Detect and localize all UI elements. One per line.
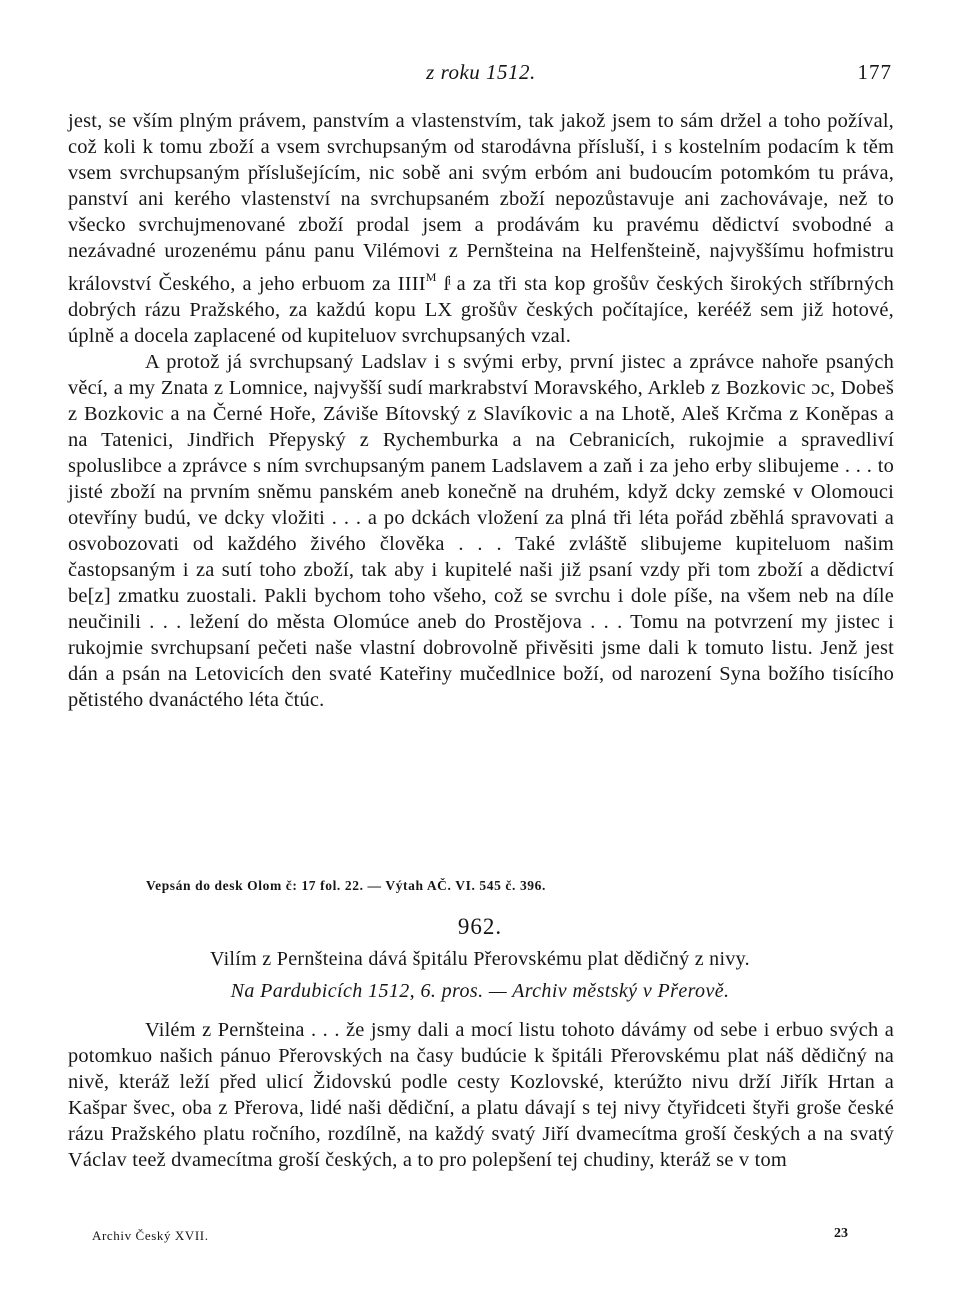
paragraph-sale-terms — [68, 108, 894, 349]
paragraph-document-text: Vilém z Pernšteina . . . že jsmy dali a mocí listu tohoto dávámy od sebe i erbuo svých a potomkuo našich pánuo Přerovských na časy budúcie k špitáli Přerovskému plat náš dědičný na nivě, kteráž leží před ulicí Židovskú podle cesty Kozlovské, kterúžto nivu drží Jiřík Hrtan a Kašpar švec, oba z Přerova, lidé naši dědiční, a platu dávají s tej nivy čtyřidceti štyři groše české rázu Pražského platu ročního, rozdílně, na každý svatý Jiří dvamecítma groší českých a na svatý Václav teež dvamecítma groší českých, a to pro polepšení tej chudiny, kteráž se v tom — [68, 1019, 894, 1171]
text-block-previous-document — [68, 108, 894, 713]
paragraph-text-continued: ſͥ a za tři sta kop grošův českých širokých stříbrných dobrých rázu Pražského, za každú kopu LX grošův českých počítajíce, kerééž sem již hotové, úplně a docela zaplacené od kupiteluov svrchupsaných vzal. — [68, 273, 894, 347]
paragraph-text: jest, se vším plným právem, panstvím a vlastenstvím, tak jakož jsem to sám držel a toho požíval, což koli k tomu zboží a vsem svrchupsaným od starodávna přísluší, i s kostelním podacím k těm vsem svrchupsaným příslušejícím, nic sobě ani svým erbóm ani budoucím potomkóm tu práva, panství ani kerého vlastenství na svrchupsaném zboží nepozůstavuje ani zachovávaje, než to všecko svrchujmenované zboží prodal jsem a prodávám ku pravému dědictví svobodné a nezávadné urozenému pánu panu Vilémovi z Pernšteina na Helfenšteině, najvyššímu hofmistru království Českého, a jeho erbuom za IIII — [68, 110, 894, 295]
page-header — [70, 60, 892, 90]
text-block-document-962 — [68, 1017, 894, 1173]
sheet-number: 23 — [834, 1226, 848, 1241]
document-number: 962. — [457, 914, 503, 939]
running-title: z roku 1512. — [426, 60, 536, 84]
footer-signature: Archiv Český XVII. — [92, 1228, 209, 1243]
page-number: 177 — [857, 60, 892, 84]
superscript-m: M — [425, 270, 437, 284]
document-dateline: Na Pardubicích 1512, 6. pros. — Archiv městský v Přerově. — [230, 980, 730, 1002]
source-note: Vepsán do desk Olom č: 17 fol. 22. — Výtah AČ. VI. 545 č. 396. — [146, 878, 546, 893]
paragraph-guarantors: A protož já svrchupsaný Ladslav i s svými erby, první jistec a zprávce nahoře psaných věcí, a my Znata z Lomnice, najvyšší sudí markrabství Moravského, Arkleb z Bozkovic ɔc, Dobeš z Bozkovic a na Černé Hoře, Záviše Bítovský z Slavíkovic a na Lhotě, Aleš Krčma z Koněpas a na Tatenici, Jindřich Přepyský z Rychemburka a na Cebranicích, rukojmie a spravedliví spoluslibce a zprávce s ním svrchupsaným panem Ladslavem a zaň i za jeho erby slibujeme . . . to jisté zboží na prvním sněmu panském aneb konečně na druhém, když dcky zemské v Olomouci otevříny budú, ve dcky vložiti . . . a po dckách vložení za plná tři léta pořád zběhlá spravovati a osvobozovati od každého živého člověka . . . Také zvláště slibujeme kupiteluom našim častopsaným i za sutí toho zboží, tak aby i kupitelé naši již psaní vzdy při tom zboží a dědictví be[z] zmatku zuostali. Pakli bychom toho všeho, což se svrchu i dole píše, na všem neb na díle neučinili . . . ležení do města Olomúce aneb do Prostějova . . . Tomu na potvrzení my jistec i rukojmie svrchupsaní pečeti naše vlastní dobrovolně přivěsiti jsme dali k tomuto listu. Jenž jest dán a psán na Letovicích den svaté Kateřiny mučedlnice boží, od narození Syna božího tisícího pětistého dvanáctého léta čtúc. — [68, 351, 894, 711]
document-summary: Vilím z Pernšteina dává špitálu Přerovskému plat dědičný z nivy. — [210, 948, 750, 970]
